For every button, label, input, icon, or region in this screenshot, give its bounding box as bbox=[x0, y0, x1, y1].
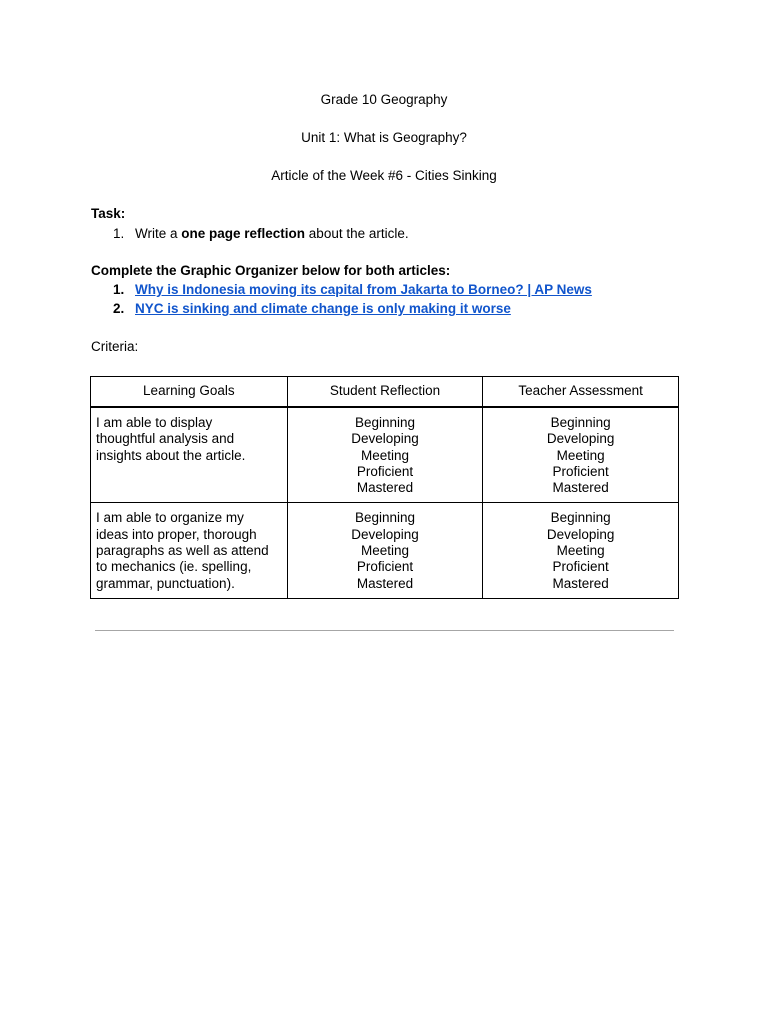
article-list-item bbox=[113, 300, 713, 317]
goal-line: insights about the article. bbox=[96, 447, 246, 463]
level-option: Proficient bbox=[356, 559, 414, 575]
column-header-student-reflection: Student Reflection bbox=[287, 377, 483, 408]
level-option: Beginning bbox=[550, 510, 611, 526]
level-option: Developing bbox=[351, 431, 419, 447]
column-header-learning-goals: Learning Goals bbox=[91, 377, 288, 408]
teacher-assessment-cell bbox=[483, 503, 679, 598]
column-header-teacher-assessment: Teacher Assessment bbox=[483, 377, 679, 408]
task-list-item bbox=[113, 225, 713, 242]
level-option: Meeting bbox=[360, 447, 409, 463]
task-item-prefix: Write a bbox=[135, 226, 182, 241]
level-option: Proficient bbox=[552, 463, 609, 479]
level-option: Beginning bbox=[354, 415, 416, 430]
level-option: Mastered bbox=[552, 575, 609, 591]
horizontal-divider bbox=[95, 630, 674, 631]
goal-line: grammar, punctuation). bbox=[96, 575, 235, 591]
article-list-item bbox=[113, 281, 713, 298]
document-title: Grade 10 Geography bbox=[320, 92, 448, 107]
learning-goal-cell bbox=[91, 503, 288, 598]
teacher-assessment-cell bbox=[483, 407, 679, 503]
task-item-emphasis: one page reflection bbox=[181, 226, 306, 241]
level-option: Developing bbox=[546, 526, 615, 542]
goal-line: I am able to organize my bbox=[96, 510, 244, 526]
table-row bbox=[91, 407, 679, 503]
goal-line: ideas into proper, thorough bbox=[96, 526, 257, 542]
article-item-number: 2. bbox=[113, 301, 125, 316]
level-option: Meeting bbox=[556, 543, 605, 559]
learning-goal-cell bbox=[91, 407, 288, 503]
criteria-table bbox=[90, 376, 679, 599]
level-option: Mastered bbox=[552, 480, 609, 496]
level-option: Developing bbox=[546, 431, 615, 447]
level-option: Developing bbox=[351, 526, 419, 542]
article-link-indonesia[interactable]: Why is Indonesia moving its capital from Jakarta to Borneo? | AP News bbox=[135, 282, 592, 297]
task-item-number: 1. bbox=[113, 226, 125, 241]
criteria-label: Criteria: bbox=[91, 339, 139, 354]
goal-line: thoughtful analysis and bbox=[96, 431, 235, 447]
student-reflection-cell bbox=[287, 503, 483, 598]
goal-line: paragraphs as well as attend bbox=[96, 543, 269, 559]
level-option: Mastered bbox=[356, 575, 414, 591]
level-option: Proficient bbox=[356, 463, 414, 479]
goal-line: to mechanics (ie. spelling, bbox=[96, 559, 252, 575]
level-option: Proficient bbox=[552, 559, 609, 575]
article-item-number: 1. bbox=[113, 282, 125, 297]
table-row bbox=[91, 503, 679, 598]
table-header-row bbox=[91, 377, 679, 408]
student-reflection-cell bbox=[287, 407, 483, 503]
unit-title: Unit 1: What is Geography? bbox=[301, 130, 467, 145]
article-of-week-title: Article of the Week #6 - Cities Sinking bbox=[271, 168, 497, 183]
task-item-suffix: about the article. bbox=[305, 226, 409, 241]
goal-line: I am able to display bbox=[96, 415, 213, 430]
level-option: Mastered bbox=[356, 480, 414, 496]
level-option: Meeting bbox=[556, 447, 605, 463]
level-option: Beginning bbox=[550, 415, 611, 430]
organizer-heading: Complete the Graphic Organizer below for both articles: bbox=[91, 263, 451, 278]
level-option: Beginning bbox=[354, 510, 416, 526]
level-option: Meeting bbox=[360, 543, 409, 559]
article-link-nyc[interactable]: NYC is sinking and climate change is only making it worse bbox=[135, 301, 511, 316]
task-heading: Task: bbox=[91, 206, 126, 221]
